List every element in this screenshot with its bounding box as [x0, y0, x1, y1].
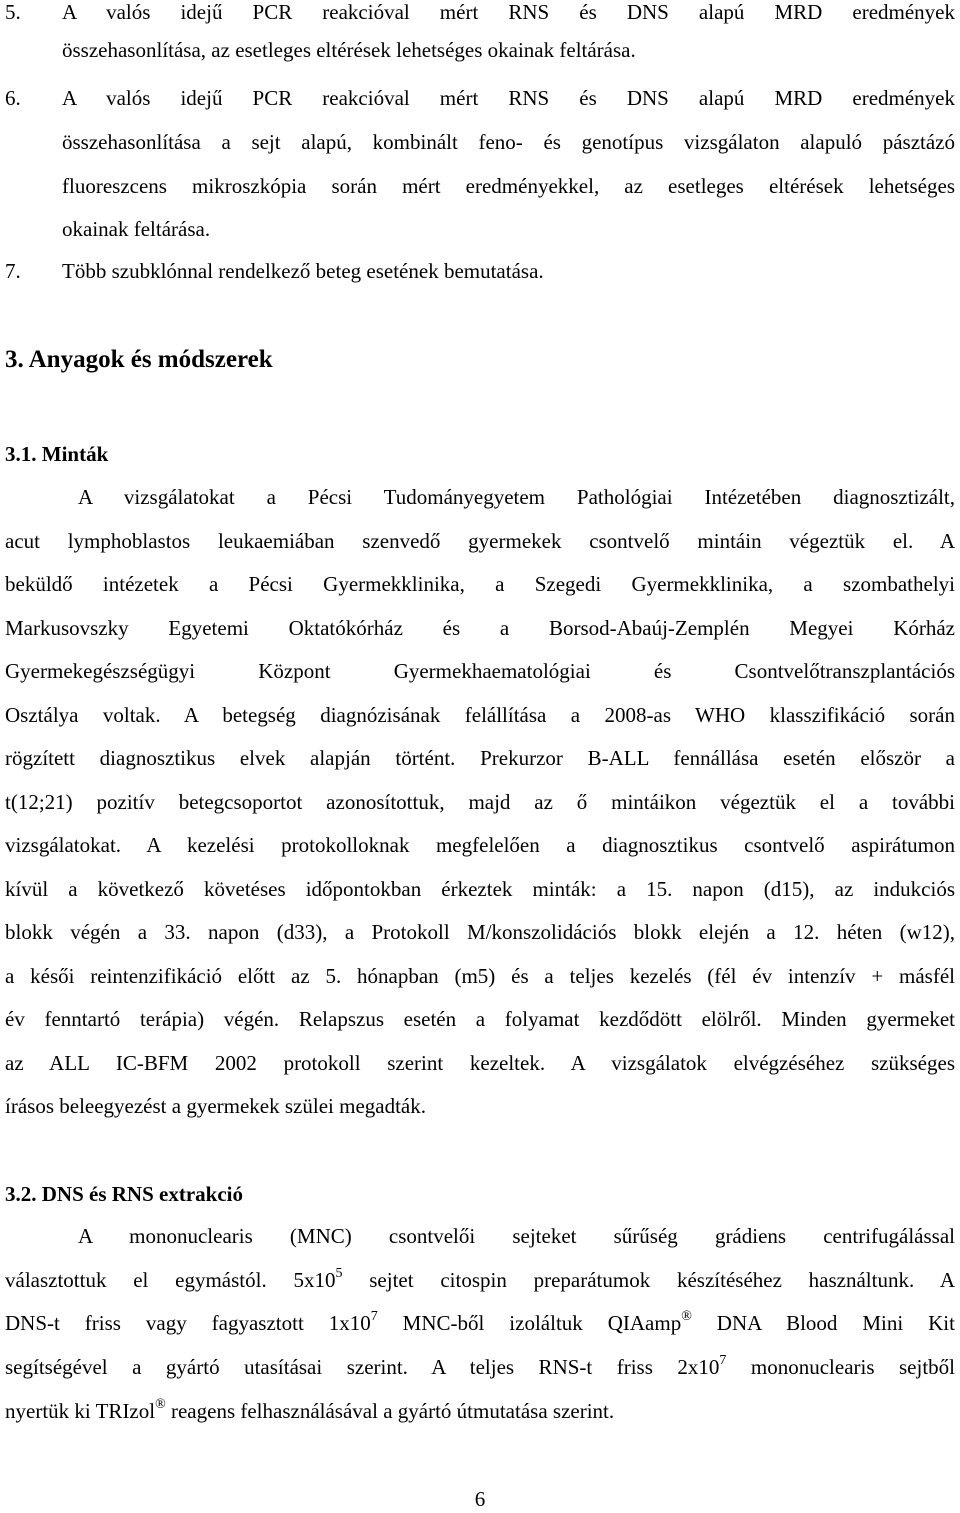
list-text-line: összehasonlítása, az esetleges eltérések lehetséges okainak feltárása. [62, 38, 636, 62]
text-segment: DNS-t friss vagy fagyasztott 1x10 [5, 1311, 371, 1335]
text-segment: MNC-ből izoláltuk QIAamp [377, 1311, 682, 1335]
paragraph-line: A vizsgálatokat a Pécsi Tudományegyetem Pathológiai Intézetében diagnosztizált, [78, 485, 955, 509]
paragraph-line: t(12;21) pozitív betegcsoportot azonosítottuk, majd az ő mintáikon végeztük el a további [5, 790, 955, 814]
paragraph-line: Gyermekegészségügyi Központ Gyermekhaematológiai és Csontvelőtranszplantációs [5, 659, 955, 683]
list-text-line: okainak feltárása. [62, 217, 211, 241]
registered-mark: ® [155, 1397, 166, 1412]
paragraph-line [5, 1397, 955, 1425]
list-text-line: összehasonlítása a sejt alapú, kombinált feno- és genotípus vizsgálaton alapuló pásztázó [62, 130, 955, 154]
page-number: 6 [474, 1487, 486, 1511]
list-text-line: fluoreszcens mikroszkópia során mért eredményekkel, az esetleges eltérések lehetséges [62, 174, 955, 198]
superscript: 7 [370, 1309, 378, 1324]
text-segment: választottuk el egymástól. 5x10 [5, 1268, 336, 1292]
registered-mark: ® [681, 1309, 692, 1324]
paragraph-line: rögzített diagnosztikus elvek alapján történt. Prekurzor B-ALL fennállása esetén először a [5, 746, 955, 770]
superscript: 5 [335, 1266, 343, 1281]
subsection-heading-samples: 3.1. Minták [5, 442, 109, 466]
text-segment: mononuclearis sejtből [726, 1355, 955, 1379]
paragraph-line: acut lymphoblastos leukaemiában szenvedő gyermekek csontvelő mintáin végeztük el. A [5, 529, 955, 553]
paragraph-line: az ALL IC-BFM 2002 protokoll szerint kezeltek. A vizsgálatok elvégzéséhez szükséges [5, 1051, 955, 1075]
paragraph-line: beküldő intézetek a Pécsi Gyermekklinika, a Szegedi Gyermekklinika, a szombathelyi [5, 572, 955, 596]
paragraph-line: írásos beleegyezést a gyermekek szülei megadták. [5, 1094, 426, 1118]
text-segment: sejtet citospin preparátumok készítéséhez használtunk. A [342, 1268, 955, 1292]
paragraph-line: év fenntartó terápia) végén. Relapszus esetén a folyamat kezdődött elölről. Minden gyermeket [5, 1007, 955, 1031]
list-text-line: Több szubklónnal rendelkező beteg esetének bemutatása. [62, 259, 544, 283]
list-number: 5. [5, 0, 21, 24]
paragraph-line [5, 1309, 955, 1337]
text-segment: DNA Blood Mini Kit [691, 1311, 955, 1335]
text-segment: segítségével a gyártó utasításai szerint. A teljes RNS-t friss 2x10 [5, 1355, 720, 1379]
paragraph-line [5, 1353, 955, 1381]
paragraph-line: vizsgálatokat. A kezelési protokolloknak megfelelően a diagnosztikus csontvelő aspirátumon [5, 833, 955, 857]
list-number: 6. [5, 86, 21, 110]
list-text-line: A valós idejű PCR reakcióval mért RNS és DNS alapú MRD eredmények [62, 86, 955, 110]
paragraph-line: blokk végén a 33. napon (d33), a Protokoll M/konszolidációs blokk elején a 12. héten (w12), [5, 920, 955, 944]
paragraph-line: a késői reintenzifikáció előtt az 5. hónapban (m5) és a teljes kezelés (fél év intenzív + másfél [5, 964, 955, 988]
paragraph-line: Osztálya voltak. A betegség diagnózisának felállítása a 2008-as WHO klasszifikáció során [5, 703, 955, 727]
paragraph-line: kívül a következő követéses időpontokban érkeztek minták: a 15. napon (d15), az indukciós [5, 877, 955, 901]
list-number: 7. [5, 259, 21, 283]
superscript: 7 [719, 1353, 727, 1368]
section-heading: 3. Anyagok és módszerek [5, 346, 273, 373]
paragraph-line: A mononuclearis (MNC) csontvelői sejteket sűrűség grádiens centrifugálással [78, 1224, 955, 1248]
text-segment: nyertük ki TRIzol [5, 1399, 156, 1423]
subsection-heading-extraction: 3.2. DNS és RNS extrakció [5, 1182, 243, 1206]
text-segment: reagens felhasználásával a gyártó útmutatása szerint. [165, 1399, 615, 1423]
paragraph-line: Markusovszky Egyetemi Oktatókórház és a Borsod-Abaúj-Zemplén Megyei Kórház [5, 616, 955, 640]
list-text-line: A valós idejű PCR reakcióval mért RNS és DNS alapú MRD eredmények [62, 0, 955, 24]
paragraph-line [5, 1266, 955, 1294]
